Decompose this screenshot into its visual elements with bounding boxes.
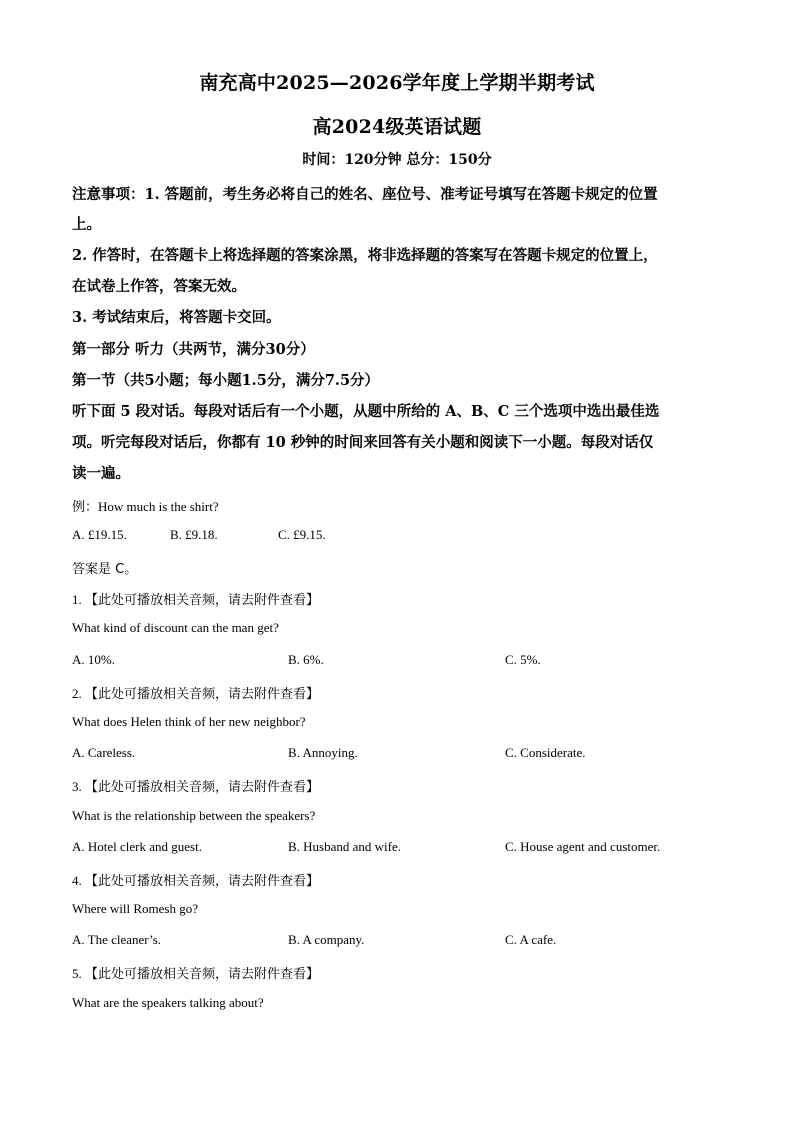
question-4-option-b: B. A company. xyxy=(288,932,365,947)
audio-note: 【此处可播放相关音频，请去附件查看】 xyxy=(85,967,320,982)
question-3-option-a: A. Hotel clerk and guest. xyxy=(72,839,202,854)
question-3-text: What is the relationship between the speakers? xyxy=(72,808,316,823)
question-3-option-c: C. House agent and customer. xyxy=(505,839,661,854)
question-number: 5. xyxy=(72,966,82,981)
question-1-option-c: C. 5%. xyxy=(505,652,541,667)
section-heading: 第一节（共5小题；每小题1.5分，满分7.5分） xyxy=(72,372,380,389)
example-answer: 答案是 C。 xyxy=(72,562,138,577)
question-number: 1. xyxy=(72,592,82,607)
instructions-line-2: 项。听完每段对话后，你都有 10 秒钟的时间来回答有关小题和阅读下一小题。每段对话仅 xyxy=(72,434,654,451)
exam-title: 南充高中2025—2026学年度上学期半期考试 xyxy=(199,72,595,94)
instructions-line-1: 听下面 5 段对话。每段对话后有一个小题，从题中所给的 A、B、C 三个选项中选出最佳选 xyxy=(72,403,660,420)
example-prefix: 例： xyxy=(72,500,99,515)
audio-note: 【此处可播放相关音频，请去附件查看】 xyxy=(85,874,320,889)
notes-line-3: 3. 考试结束后，将答题卡交回。 xyxy=(72,309,281,326)
instructions-line-3: 读一遍。 xyxy=(72,465,130,482)
question-number: 3. xyxy=(72,779,82,794)
question-1-option-b: B. 6%. xyxy=(288,652,324,667)
question-2-option-b: B. Annoying. xyxy=(288,745,358,760)
audio-note: 【此处可播放相关音频，请去附件查看】 xyxy=(85,593,320,608)
question-1-text: What kind of discount can the man get? xyxy=(72,620,279,635)
exam-subject-title: 高2024级英语试题 xyxy=(312,116,482,138)
notes-line-2: 2. 作答时，在答题卡上将选择题的答案涂黑，将非选择题的答案写在答题卡规定的位置上， xyxy=(72,247,658,264)
question-2-text: What does Helen think of her new neighbor? xyxy=(72,714,306,729)
question-2-option-c: C. Considerate. xyxy=(505,745,586,760)
question-number: 4. xyxy=(72,873,82,888)
example-question-text: How much is the shirt? xyxy=(98,499,219,514)
example-option-b: B. £9.18. xyxy=(170,527,218,542)
question-5-header xyxy=(72,963,319,982)
question-number: 2. xyxy=(72,686,82,701)
notes-line-2-cont: 在试卷上作答，答案无效。 xyxy=(72,278,246,295)
time-score-info: 时间：120分钟 总分：150分 xyxy=(302,152,492,168)
question-4-option-a: A. The cleaner’s. xyxy=(72,932,162,947)
question-2-header xyxy=(72,683,319,702)
question-3-header xyxy=(72,776,319,795)
audio-note: 【此处可播放相关音频，请去附件查看】 xyxy=(85,780,320,795)
question-1-option-a: A. 10%. xyxy=(72,652,115,667)
question-4-header xyxy=(72,870,319,889)
notes-line-1-cont: 上。 xyxy=(72,216,101,233)
example-option-c: C. £9.15. xyxy=(278,527,326,542)
question-4-text: Where will Romesh go? xyxy=(72,901,198,916)
notes-line-1: 注意事项：1. 答题前，考生务必将自己的姓名、座位号、准考证号填写在答题卡规定的位置 xyxy=(72,186,658,203)
audio-note: 【此处可播放相关音频，请去附件查看】 xyxy=(85,687,320,702)
example-question xyxy=(72,496,219,515)
question-4-option-c: C. A cafe. xyxy=(505,932,557,947)
question-2-option-a: A. Careless. xyxy=(72,745,136,760)
question-5-text: What are the speakers talking about? xyxy=(72,995,264,1010)
question-1-header xyxy=(72,589,319,608)
question-3-option-b: B. Husband and wife. xyxy=(288,839,402,854)
example-option-a: A. £19.15. xyxy=(72,527,127,542)
part-heading: 第一部分 听力（共两节，满分30分） xyxy=(72,341,315,358)
